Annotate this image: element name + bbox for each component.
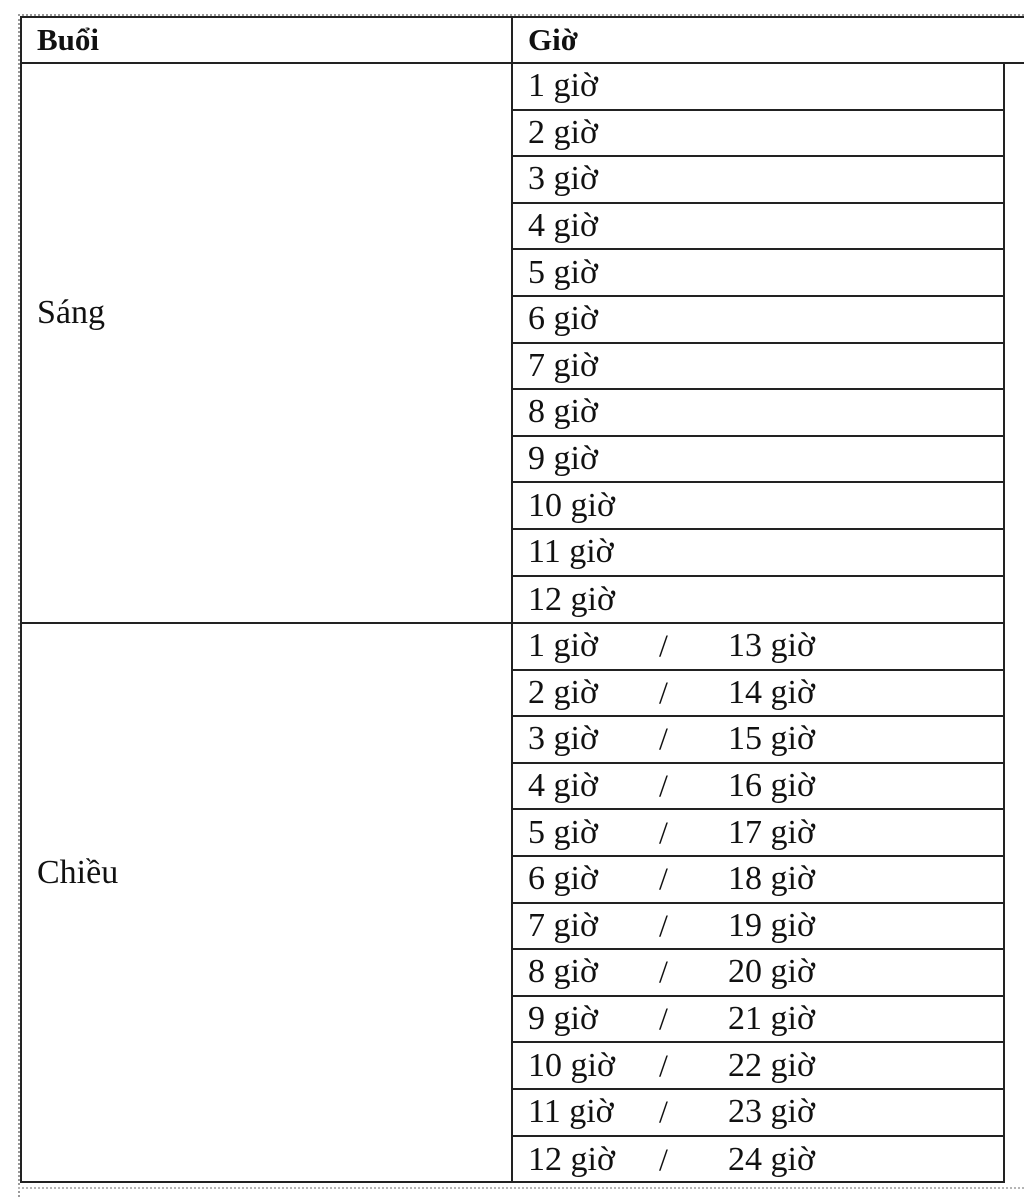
hour-label: 3 giờ xyxy=(528,160,598,198)
hour-separator: / xyxy=(659,627,668,664)
hour-separator: / xyxy=(659,1047,668,1084)
hour-label: 2 giờ xyxy=(528,673,598,711)
afternoon-hour-row xyxy=(513,997,1003,1044)
table-border-left xyxy=(20,16,22,1183)
hour-label: 2 giờ xyxy=(528,113,598,151)
morning-hour-row xyxy=(513,297,1003,344)
hour-separator: / xyxy=(659,720,668,757)
hour-24h-label: 17 giờ xyxy=(728,813,815,851)
hour-label: 7 giờ xyxy=(528,906,598,944)
hour-label: 8 giờ xyxy=(528,393,598,431)
afternoon-hour-row xyxy=(513,950,1003,997)
hour-label: 12 giờ xyxy=(528,580,615,618)
hour-24h-label: 24 giờ xyxy=(728,1140,815,1178)
page-edge-bottom xyxy=(18,1187,1024,1189)
hour-24h-label: 19 giờ xyxy=(728,906,815,944)
hour-label: 9 giờ xyxy=(528,1000,598,1038)
afternoon-hour-row xyxy=(513,904,1003,951)
afternoon-hour-row xyxy=(513,764,1003,811)
hour-label: 3 giờ xyxy=(528,720,598,758)
hour-24h-label: 13 giờ xyxy=(728,627,815,665)
hour-24h-label: 20 giờ xyxy=(728,953,815,991)
hour-separator: / xyxy=(659,767,668,804)
afternoon-hour-row xyxy=(513,624,1003,671)
hour-separator: / xyxy=(659,953,668,990)
table-border-top xyxy=(20,16,1024,18)
hour-separator: / xyxy=(659,674,668,711)
hour-label: 9 giờ xyxy=(528,440,598,478)
hour-separator: / xyxy=(659,860,668,897)
hour-separator: / xyxy=(659,1093,668,1130)
afternoon-hour-row xyxy=(513,1090,1003,1137)
hour-24h-label: 23 giờ xyxy=(728,1093,815,1131)
hour-label: 1 giờ xyxy=(528,627,598,665)
hour-24h-label: 21 giờ xyxy=(728,1000,815,1038)
morning-hour-row xyxy=(513,157,1003,204)
hour-separator: / xyxy=(659,1141,668,1178)
time-table xyxy=(20,16,1024,1183)
hour-label: 1 giờ xyxy=(528,67,598,105)
hour-24h-label: 18 giờ xyxy=(728,860,815,898)
hour-label: 12 giờ xyxy=(528,1140,615,1178)
hour-label: 5 giờ xyxy=(528,813,598,851)
hour-24h-label: 15 giờ xyxy=(728,720,815,758)
hour-label: 4 giờ xyxy=(528,767,598,805)
header-session: Buổi xyxy=(37,21,100,57)
hour-label: 10 giờ xyxy=(528,486,615,524)
hour-label: 6 giờ xyxy=(528,300,598,338)
afternoon-hour-row xyxy=(513,717,1003,764)
hour-24h-label: 16 giờ xyxy=(728,767,815,805)
hour-24h-label: 22 giờ xyxy=(728,1046,815,1084)
morning-hour-row xyxy=(513,344,1003,391)
hour-label: 8 giờ xyxy=(528,953,598,991)
hour-label: 7 giờ xyxy=(528,346,598,384)
hour-label: 4 giờ xyxy=(528,207,598,245)
hour-separator: / xyxy=(659,907,668,944)
morning-hour-row xyxy=(513,64,1003,111)
hour-label: 10 giờ xyxy=(528,1046,615,1084)
morning-hour-row xyxy=(513,483,1003,530)
afternoon-hour-row xyxy=(513,1043,1003,1090)
hour-label: 6 giờ xyxy=(528,860,598,898)
hour-separator: / xyxy=(659,814,668,851)
hour-label: 11 giờ xyxy=(528,533,614,571)
morning-hour-row xyxy=(513,111,1003,158)
afternoon-hour-row xyxy=(513,1137,1003,1184)
morning-hour-row xyxy=(513,390,1003,437)
hour-label: 11 giờ xyxy=(528,1093,614,1131)
afternoon-hour-row xyxy=(513,857,1003,904)
morning-hour-row xyxy=(513,577,1003,624)
morning-hour-row xyxy=(513,250,1003,297)
hour-label: 5 giờ xyxy=(528,253,598,291)
morning-hour-row xyxy=(513,204,1003,251)
session-afternoon-label: Chiều xyxy=(37,854,119,891)
hour-separator: / xyxy=(659,1000,668,1037)
morning-hour-row xyxy=(513,530,1003,577)
header-hour: Giờ xyxy=(528,21,578,57)
morning-hour-row xyxy=(513,437,1003,484)
afternoon-hour-row xyxy=(513,810,1003,857)
hour-24h-label: 14 giờ xyxy=(728,673,815,711)
afternoon-hour-row xyxy=(513,671,1003,718)
session-morning-label: Sáng xyxy=(37,294,105,331)
